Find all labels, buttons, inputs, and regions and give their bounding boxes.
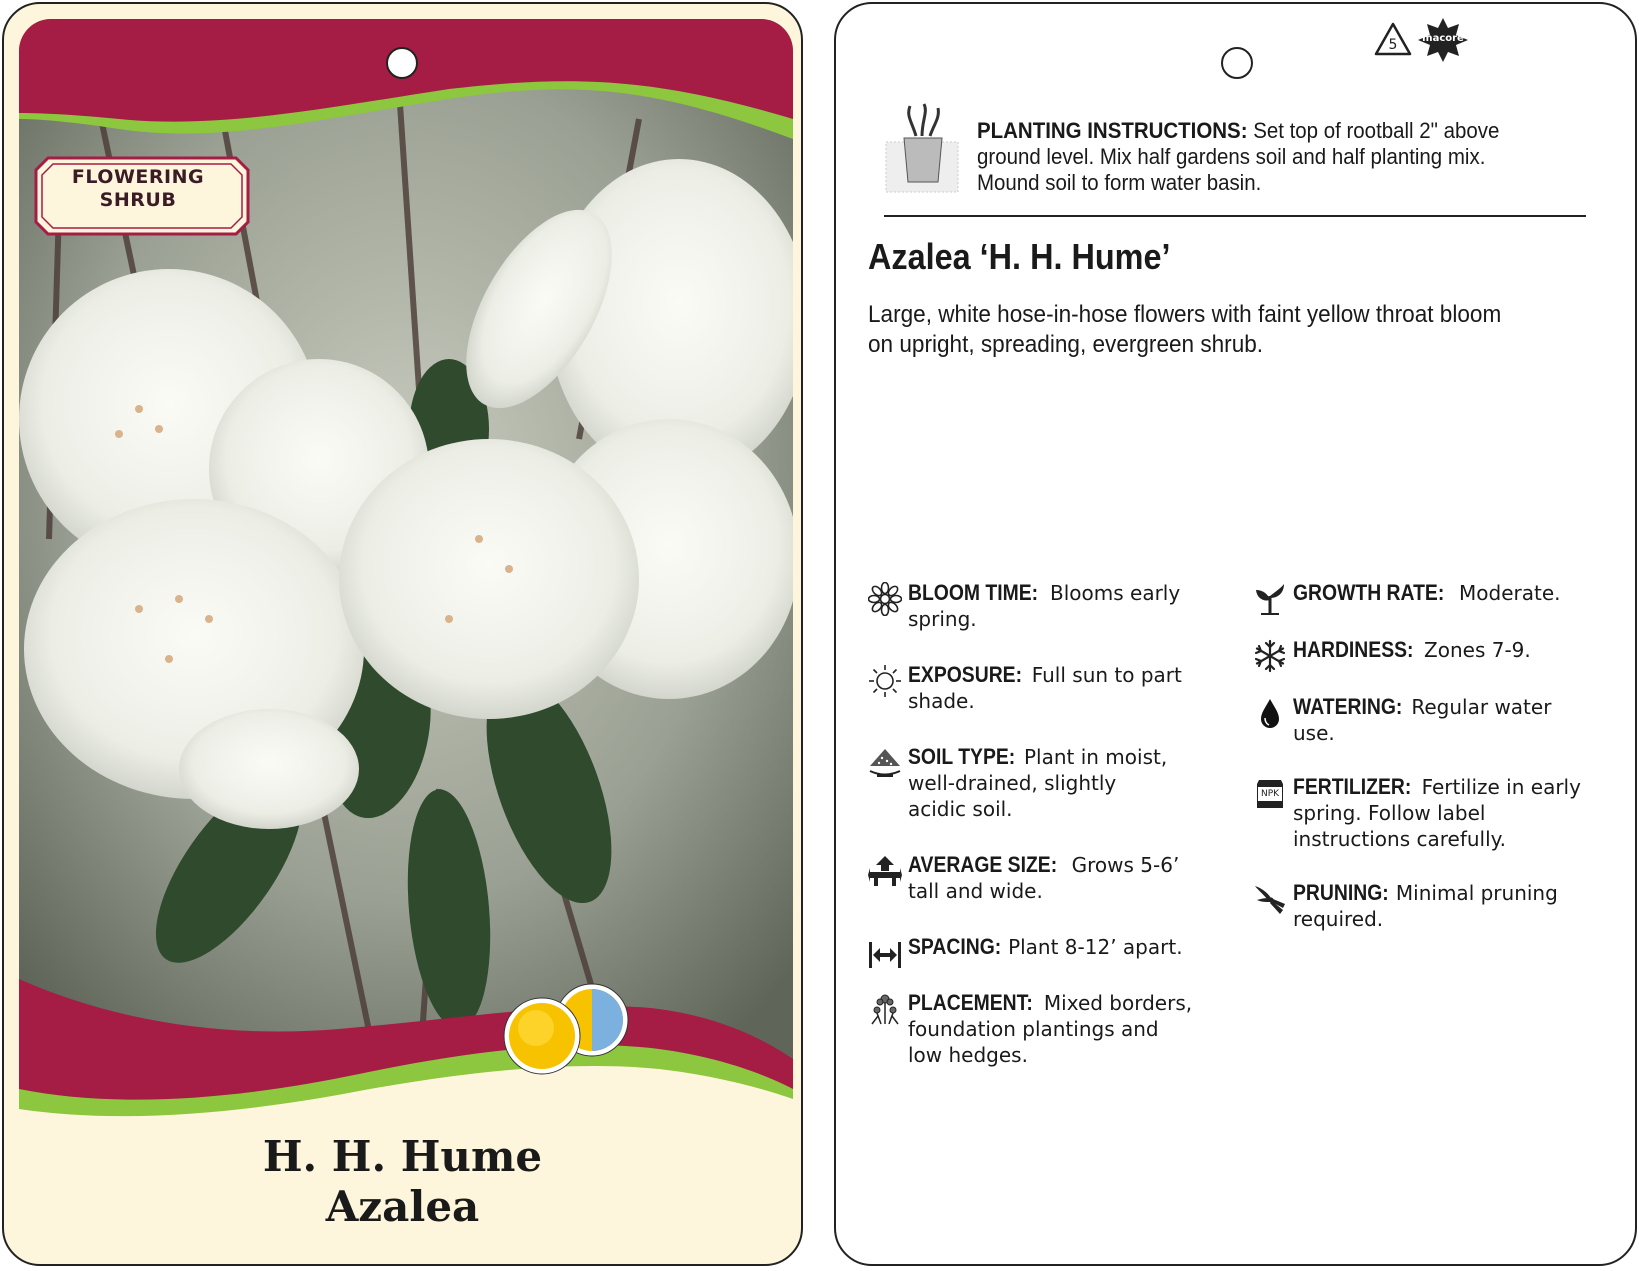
attr-label: PRUNING: — [1293, 880, 1389, 905]
planting-line-3: Mound soil to form water basin. — [977, 170, 1262, 195]
plant-name-heading: Azalea ‘H. H. Hume’ — [868, 236, 1171, 277]
badge-line-1: FLOWERING — [71, 166, 205, 188]
fertilizer-icon — [1253, 776, 1287, 810]
attr-value-cont: instructions carefully. — [1293, 827, 1506, 851]
planting-label: PLANTING INSTRUCTIONS: — [977, 118, 1248, 143]
attr-value-cont: spring. — [908, 607, 977, 631]
attr-value: Plant 8-12’ apart. — [1008, 935, 1183, 959]
planting-pot-icon — [884, 102, 960, 194]
attr-value: Moderate. — [1459, 581, 1561, 605]
attr-value: Full sun to part — [1031, 663, 1182, 687]
placement-icon — [868, 992, 902, 1026]
hang-hole — [386, 47, 418, 79]
plant-description — [868, 300, 1628, 360]
flower-icon — [868, 582, 902, 616]
attr-value: Minimal pruning — [1395, 881, 1558, 905]
attr-value-cont: use. — [1293, 721, 1335, 745]
attr-value-cont: low hedges. — [908, 1043, 1028, 1067]
attr-label: EXPOSURE: — [908, 662, 1023, 687]
description-line-1: Large, white hose-in-hose flowers with faint yellow throat bloom — [868, 301, 1502, 328]
flowering-shrub-badge — [30, 152, 246, 232]
full-sun-icon — [504, 998, 580, 1074]
snowflake-icon — [1253, 639, 1287, 673]
attr-label: HARDINESS: — [1293, 637, 1414, 662]
attr-value: Plant in moist, — [1023, 745, 1168, 769]
pruners-icon — [1253, 882, 1287, 916]
soil-icon — [868, 746, 902, 780]
attr-label: WATERING: — [1293, 694, 1403, 719]
attr-value-cont: shade. — [908, 689, 975, 713]
description-line-2: on upright, spreading, evergreen shrub. — [868, 331, 1264, 358]
attr-value: Mixed borders, — [1043, 991, 1193, 1015]
attr-value: Regular water — [1411, 695, 1552, 719]
attr-value: Fertilize in early — [1421, 775, 1581, 799]
attr-label: SPACING: — [908, 934, 1002, 959]
hang-hole-back — [1221, 47, 1253, 79]
recycle-number: 5 — [1388, 37, 1398, 53]
attr-value: Blooms early — [1050, 581, 1181, 605]
spacing-icon — [868, 936, 902, 970]
attr-value-cont: well-drained, slightly — [908, 771, 1117, 795]
title-cultivar: H. H. Hume — [262, 1132, 543, 1181]
attr-value-cont: required. — [1293, 907, 1384, 931]
title-common-name: Azalea — [325, 1182, 480, 1231]
attr-label: GROWTH RATE: — [1293, 580, 1445, 605]
badge-line-2: SHRUB — [99, 189, 177, 211]
attr-value: Zones 7-9. — [1424, 638, 1531, 662]
recycle-icon — [1373, 20, 1413, 60]
planting-line-2: ground level. Mix half gardens soil and half planting mix. — [977, 144, 1486, 169]
attr-value-cont: spring. Follow label — [1293, 801, 1486, 825]
attr-label: PLACEMENT: — [908, 990, 1033, 1015]
sun-exposure-icons — [500, 982, 640, 1082]
size-icon — [868, 854, 902, 888]
divider-line — [884, 215, 1586, 217]
attr-label: BLOOM TIME: — [908, 580, 1039, 605]
planting-instructions — [977, 118, 1577, 196]
attr-value-cont: tall and wide. — [908, 879, 1043, 903]
planting-line-1: Set top of rootball 2" above — [1253, 118, 1500, 143]
water-drop-icon — [1253, 696, 1287, 730]
brand-logo-text: macore — [1422, 33, 1464, 44]
attr-label: FERTILIZER: — [1293, 774, 1412, 799]
attr-label: SOIL TYPE: — [908, 744, 1016, 769]
sprout-icon — [1253, 582, 1287, 616]
front-plant-title — [0, 1132, 805, 1232]
attr-value: Grows 5-6’ — [1071, 853, 1180, 877]
fertilizer-icon-text: NPK — [1260, 789, 1280, 799]
sun-outline-icon — [868, 664, 902, 698]
attr-value-cont: acidic soil. — [908, 797, 1013, 821]
attr-value-cont: foundation plantings and — [908, 1017, 1159, 1041]
azalea-photo — [19, 89, 793, 1079]
attr-label: AVERAGE SIZE: — [908, 852, 1058, 877]
